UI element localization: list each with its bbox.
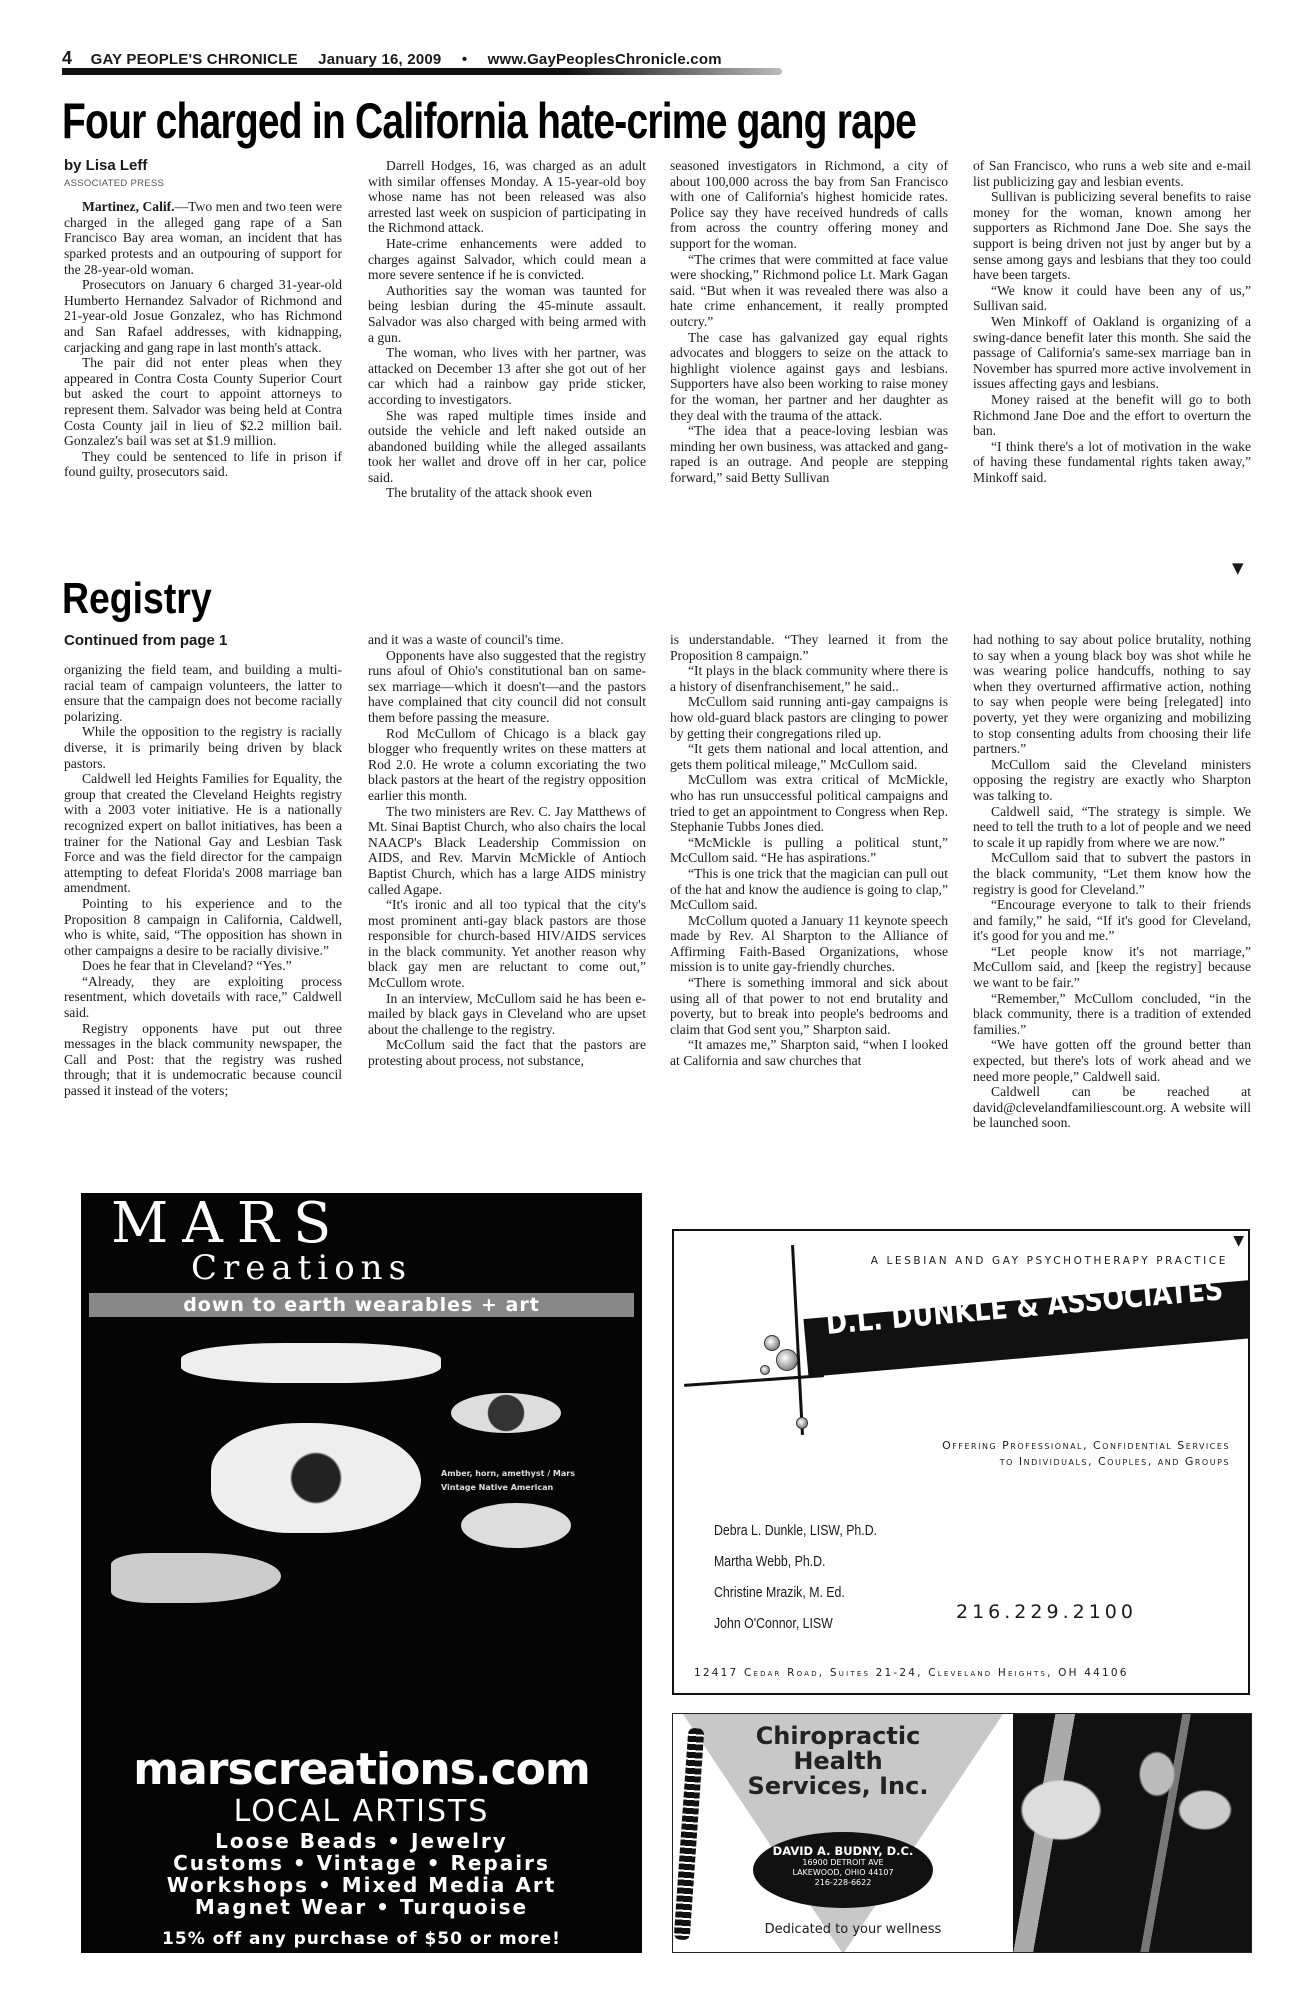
business-name-line: Chiropractic Health (755, 1722, 921, 1775)
business-name-line: Services, Inc. (747, 1772, 929, 1800)
paragraph: Prosecutors on January 6 charged 31-year-old Humberto Hernandez Salvador of Richmond and 21-year-old Josue Gonzalez, who has Richmond and San Rafael addresses, with kidnapping, carjacking and gang rape in last month's attack. (64, 277, 342, 355)
bubble-icon (760, 1365, 770, 1375)
issue-date: January 16, 2009 (318, 51, 442, 68)
registry-column-1 (64, 662, 342, 1186)
paragraph: Money raised at the benefit will go to both Richmond Jane Doe and the effort to overturn the ban. (973, 391, 1251, 439)
paragraph: In an interview, McCullom said he has been e-mailed by black gays in Cleveland who are upset about the challenge to the registry. (368, 990, 646, 1037)
ad-logo-mars: MARS (111, 1193, 346, 1256)
page-folio (62, 48, 722, 69)
jewelry-photo (211, 1423, 421, 1533)
jewelry-photo (461, 1503, 571, 1548)
article-headline: Four charged in California hate-crime gang rape (62, 93, 917, 149)
services-line: Offering Professional, Confidential Services (942, 1439, 1230, 1452)
end-of-story-icon: ▼ (1233, 1233, 1244, 1249)
photo-caption: Vintage Native American (441, 1483, 554, 1492)
paragraph: While the opposition to the registry is racially diverse, it is primarily being driven by black pastors. (64, 724, 342, 771)
paragraph: “Already, they are exploiting process resentment, which dovetails with race,” Caldwell said. (64, 973, 342, 1021)
paragraph: McCullom was extra critical of McMickle, who has run unsuccessful political campaigns and tried to get an appointment to Congress when Rep. Stephanie Tubbs Jones died. (670, 772, 948, 835)
services-line: to Individuals, Couples, and Groups (999, 1455, 1230, 1468)
paragraph: Does he fear that in Cleveland? “Yes.” (82, 958, 292, 974)
paragraph: and it was a waste of council's time. (368, 632, 564, 647)
paragraph: “I think there's a lot of motivation in the wake of having these fundamental rights taken away,” Minkoff said. (973, 438, 1251, 485)
paragraph: The pair did not enter pleas when they appeared in Contra Costa County Superior Court but asked the court to appoint attorneys to represent them. Salvador was being held at Contra Costa County jail in lieu of $2.2 million bail. Gonzalez's bail was set at $1.9 million. (64, 355, 342, 449)
staff-name: Debra L. Dunkle, LISW, Ph.D. (714, 1523, 878, 1539)
staff-name: Christine Mrazik, M. Ed. (714, 1585, 845, 1601)
jewelry-photo (451, 1393, 561, 1433)
bubble-icon (776, 1349, 798, 1371)
registry-column-4 (973, 632, 1251, 1224)
mars-creations-ad (81, 1193, 642, 1953)
paragraph: McCullom said the Cleveland ministers opposing the registry are exactly who Sharpton was talking to. (973, 756, 1251, 803)
paragraph: “The crimes that were committed at face value were shocking,” Richmond police Lt. Mark Gagan said. “But when it was revealed there was also a hate crime enhancement, it really prompted outcry.” (670, 251, 948, 329)
staff-name: John O'Connor, LISW (714, 1616, 833, 1632)
paragraph: “Let people know it's not marriage,” McCullom said, and [keep the registry] because we want to be fair.” (973, 943, 1251, 991)
paragraph: Sullivan is publicizing several benefits to raise money for the woman, known among her supporters as Richmond Jane Doe. She says the support is being driven not just by anger but by a sense among gays and lesbians that they too could have been targets. (973, 189, 1251, 283)
ad-motto: Dedicated to your wellness (764, 1922, 942, 1937)
services-offer (942, 1438, 1230, 1470)
paragraph: “This is one trick that the magician can pull out of the hat and know the audience is going to clap,” McCullom said. (670, 865, 948, 913)
article1-column-2 (368, 158, 646, 558)
paragraph: Darrell Hodges, 16, was charged as an adult with similar offenses Monday. A 15-year-old boy whose name has not been released was also arrested last week on suspicion of participating in the Richmond attack. (368, 158, 646, 236)
paragraph: seasoned investigators in Richmond, a city of about 100,000 across the bay from San Francisco with one of California's highest homicide rates. Police say they have received hundreds of calls from across the country offering money and support for the woman. (670, 158, 948, 251)
article1-column-4 (973, 158, 1251, 558)
paragraph: “It plays in the black community where there is a history of disenfranchisement,” he said.. (670, 663, 948, 694)
paragraph: “There is something immoral and sick about using all of that power to not end brutality and poverty, but to break into people's bedrooms and claim that God sent you,” Sharpton said. (670, 975, 948, 1037)
paragraph: Caldwell led Heights Families for Equality, the group that created the Cleveland Heights registry with a 2003 voter initiative. He is a nationally recognized expert on ballot initiatives, has been a trainer for the National Gay and Lesbian Task Force and was the field director for the campaign attempting to defeat Florida's 2008 marriage ban amendment. (64, 771, 342, 896)
ad-photo (1013, 1714, 1252, 1953)
phone-number: 216.229.2100 (956, 1601, 1137, 1623)
paragraph: “It's ironic and all too typical that the city's most prominent anti-gay black pastors are those responsible for church-based HIV/AIDS services in the black community. Yet another reason why black gay men are reluctant to come out,” McCullom wrote. (368, 897, 646, 991)
paragraph: The two ministers are Rev. C. Jay Matthews of Mt. Sinai Baptist Church, who also chairs the local NAACP's Black Leadership Commission on AIDS, and Rev. Marvin McMickle of Antioch Baptist Church, which has a large AIDS ministry called Agape. (368, 803, 646, 897)
jewelry-photo (181, 1343, 441, 1383)
ad-line: Loose Beads • Jewelry (215, 1829, 508, 1853)
paragraph: of San Francisco, who runs a web site and e-mail list publicizing gay and lesbian events. (973, 158, 1251, 189)
masthead-rule (62, 68, 782, 75)
paragraph: Authorities say the woman was taunted for being lesbian during the 45-minute assault. Salvador was also charged with being armed with a gun. (368, 282, 646, 345)
publication-name: GAY PEOPLE'S CHRONICLE (90, 51, 298, 68)
bubble-icon (764, 1335, 780, 1351)
practice-subtitle: A LESBIAN AND GAY PSYCHOTHERAPY PRACTICE (870, 1255, 1228, 1267)
street-address: 16900 DETROIT AVE (802, 1858, 884, 1867)
paragraph: McCullom said running anti-gay campaigns is how old-guard black pastors are clinging to power by getting their congregations riled up. (670, 694, 948, 741)
ad-tagline: down to earth wearables + art (89, 1293, 634, 1317)
photo-caption: Amber, horn, amethyst / Mars (441, 1469, 575, 1478)
paragraph: Caldwell can be reached at david@clevelandfamiliescount.org. A website will be launched soon. (973, 1084, 1251, 1131)
paragraph: “Encourage everyone to talk to their friends and family,” he said, “If it's good for Cleveland, it's good for you and me.” (973, 897, 1251, 944)
end-of-story-icon: ▼ (1232, 559, 1244, 577)
paragraph: “We have gotten off the ground better than expected, but there's lots of work ahead and we need more people,” Caldwell said. (973, 1037, 1251, 1084)
decorative-line (684, 1374, 824, 1387)
paragraph: organizing the field team, and building a multi-racial team of campaign volunteers, the latter to ensure that the campaign does not become racially polarizing. (64, 662, 342, 724)
paragraph: The brutality of the attack shook even (386, 485, 593, 501)
staff-name: Martha Webb, Ph.D. (714, 1554, 826, 1570)
separator-dot: • (461, 51, 468, 68)
jewelry-photo (111, 1553, 281, 1603)
city-address: LAKEWOOD, OHIO 44107 (792, 1868, 894, 1877)
ad-heading: LOCAL ARTISTS (233, 1794, 490, 1829)
dateline: Martinez, Calif. (82, 199, 175, 215)
registry-headline: Registry (62, 574, 212, 623)
paragraph: She was raped multiple times inside and outside the vehicle and left naked outside an abandoned building while the alleged assailants took her wallet and drove off in her car, police said. (368, 407, 646, 485)
paragraph: The case has galvanized gay equal rights advocates and bloggers to seize on the attack to highlight violence against gays and lesbians. Supporters have also been working to raise money for the woman, her partner and her daughter as they deal with the trauma of the attack. (670, 329, 948, 423)
paragraph: “We know it could have been any of us,” Sullivan said. (973, 282, 1251, 314)
paragraph: had nothing to say about police brutality, nothing to say when a young black boy was shot while he was wearing police handcuffs, nothing to say when they overturned affirmative action, nothing to say when people were being [relegated] into poverty, yet they were organizing and mobilizing to stop consenting adults from choosing their life partners.” (973, 632, 1251, 757)
paragraph: Wen Minkoff of Oakland is organizing of a swing-dance benefit later this month. She said the passage of California's same-sex marriage ban in November has spurred more active involvement in issues affecting gays and lesbians. (973, 313, 1251, 392)
chiropractic-ad (672, 1713, 1252, 1953)
decorative-line (791, 1245, 804, 1435)
business-name (713, 1724, 963, 1799)
ad-line: Workshops • Mixed Media Art (166, 1873, 557, 1897)
paragraph: “The idea that a peace-loving lesbian was minding her own business, was attacked and gang-raped is an outrage. And people are stepping forward,” said Betty Sullivan (670, 423, 948, 485)
paragraph: Caldwell said, “The strategy is simple. We need to tell the truth to a lot of people and we need to scale it up rapidly from where we are now.” (973, 803, 1251, 850)
paragraph: —Two men and two teen were charged in the alleged gang rape of a San Francisco Bay area woman, an incident that has sparked protests and an outpouring of support for the 28-year-old woman. (64, 199, 342, 277)
paragraph: McCullom said that to subvert the pastors in the black community, “Let them know how the registry is good for Cleveland.” (973, 850, 1251, 897)
paragraph: Rod McCullom of Chicago is a black gay blogger who frequently writes on these matters at Rod 2.0. He wrote a column excoriating the two black pastors at the heart of the registry opposition earlier this month. (368, 725, 646, 803)
paragraph: “McMickle is pulling a political stunt,” McCullom said. “He has aspirations.” (670, 834, 948, 866)
ad-line: Magnet Wear • Turquoise (194, 1895, 529, 1919)
paragraph: Opponents have also suggested that the registry runs afoul of Ohio's constitutional ban on same-sex marriage—which it doesn't—and the pastors have complained that city council did not consult them before passing the measure. (368, 647, 646, 725)
byline: by Lisa Leff (64, 158, 148, 174)
paragraph: McCollum quoted a January 11 keynote speech made by Rev. Al Sharpton to the Alliance of Affirming Faith-Based Organizations, whose mission is to unite gay-friendly churches. (670, 912, 948, 975)
ad-line: Customs • Vintage • Repairs (173, 1851, 550, 1875)
paragraph: Pointing to his experience and to the Proposition 8 campaign in California, Caldwell, who is white, said, “The opposition has shown in other campaigns a desire to be racially divisive.” (64, 895, 342, 958)
dunkle-associates-ad (672, 1229, 1250, 1695)
bubble-icon (796, 1417, 808, 1429)
continued-from-label: Continued from page 1 (64, 632, 228, 649)
practice-name: D.L. DUNKLE & ASSOCIATES (824, 1272, 1225, 1342)
paragraph: The woman, who lives with her partner, was attacked on December 13 after she got out of her car which had a rainbow gay pride sticker, according to investigators. (368, 345, 646, 407)
paragraph: Hate-crime enhancements were added to charges against Salvador, which could mean a more severe sentence if he is convicted. (368, 235, 646, 283)
ad-website[interactable]: marscreations.com (133, 1744, 590, 1795)
page-number: 4 (62, 48, 73, 68)
article1-column-3 (670, 158, 948, 558)
contact-oval (753, 1832, 933, 1908)
agency-credit: ASSOCIATED PRESS (64, 177, 165, 189)
doctor-name: DAVID A. BUDNY, D.C. (772, 1844, 914, 1858)
paragraph: “It gets them national and local attention, and gets them political mileage,” McCullom said. (670, 741, 948, 772)
article1-column-1 (64, 158, 342, 558)
paragraph: “It amazes me,” Sharpton said, “when I looked at California and saw churches that (670, 1037, 948, 1069)
paragraph: Registry opponents have put out three messages in the black community newspaper, the Call and Post: that the registry was rushed through; that it is undemocratic because council passed it instead of the voters; (64, 1020, 342, 1099)
website-link[interactable]: www.GayPeoplesChronicle.com (487, 51, 722, 68)
paragraph: “Remember,” McCullom concluded, “in the black community, there is a tradition of extended families.” (973, 990, 1251, 1037)
staff-list (714, 1516, 877, 1640)
phone-number: 216-228-6622 (814, 1878, 872, 1887)
registry-column-2 (368, 632, 646, 1170)
ad-offer: 15% off any purchase of $50 or more! (162, 1929, 561, 1949)
address: 12417 Cedar Road, Suites 21-24, Cleveland Heights, OH 44106 (694, 1667, 1129, 1679)
paragraph: is understandable. “They learned it from the Proposition 8 campaign.” (670, 632, 948, 663)
ad-logo-creations: Creations (191, 1248, 413, 1288)
paragraph: They could be sentenced to life in prison if found guilty, prosecutors said. (64, 448, 342, 480)
paragraph: McCollum said the fact that the pastors are protesting about process, not substance, (368, 1037, 646, 1069)
registry-column-3 (670, 632, 948, 1214)
